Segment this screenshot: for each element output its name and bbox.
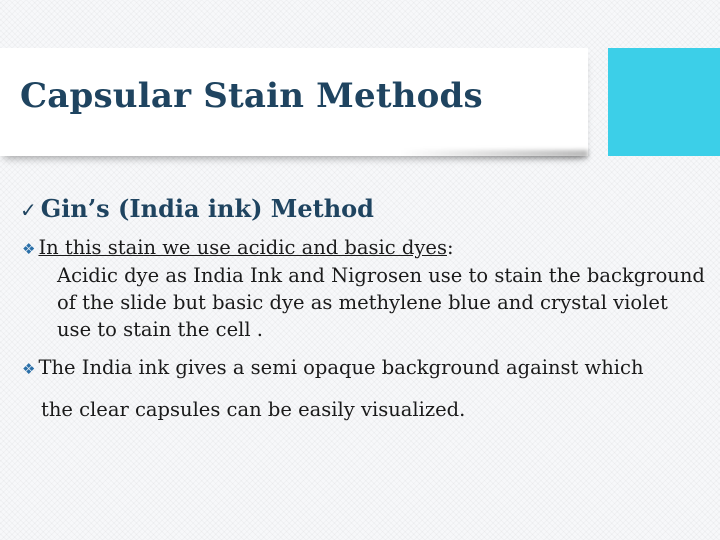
- accent-block: [608, 48, 720, 156]
- slide-title: Capsular Stain Methods: [20, 76, 483, 116]
- check-icon: ✓: [20, 198, 37, 222]
- bullet-1-lead-text: In this stain we use acidic and basic dyes: [38, 236, 447, 259]
- bullet-1-lead-colon: :: [446, 236, 454, 259]
- title-band-shadow: [400, 150, 588, 158]
- bullet-1-continuation: Acidic dye as India Ink and Nigrosen use to stain the background of the slide but basic dye as methylene blue and crystal violet use to stain the cell .: [57, 264, 705, 341]
- bullet-item-1: [22, 234, 454, 263]
- bullet-2-second-line: the clear capsules can be easily visualized.: [41, 398, 466, 421]
- bullet-1-lead: [38, 236, 453, 259]
- diamond-bullet-icon: ❖: [22, 240, 36, 258]
- bullet-item-2: [22, 354, 644, 383]
- bullet-2-first-line: The India ink gives a semi opaque background against which: [38, 356, 644, 379]
- subheading-text: Gin’s (India ink) Method: [40, 194, 374, 223]
- method-subheading: [20, 194, 374, 223]
- diamond-bullet-icon: ❖: [22, 360, 36, 378]
